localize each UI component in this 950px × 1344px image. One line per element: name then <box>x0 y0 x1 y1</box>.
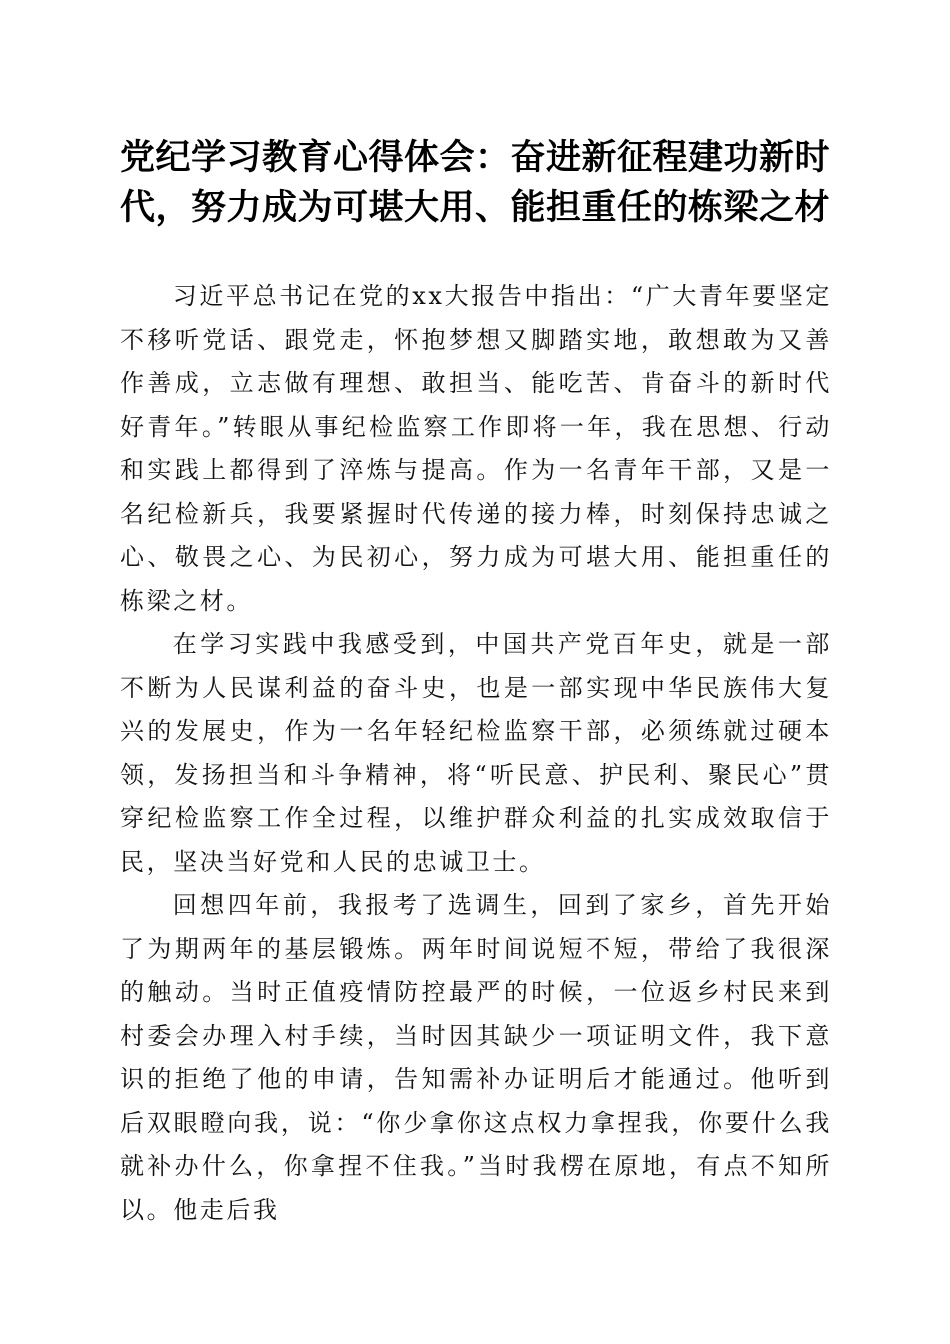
document-body <box>120 275 832 1232</box>
paragraph-1: 习近平总书记在党的xx大报告中指出：“广大青年要坚定不移听党话、跟党走，怀抱梦想又脚踏实地，敢想敢为又善作善成，立志做有理想、敢担当、能吃苦、肯奋斗的新时代好青年。”转眼从事纪检监察工作即将一年，我在思想、行动和实践上都得到了淬炼与提高。作为一名青年干部，又是一名纪检新兵，我要紧握时代传递的接力棒，时刻保持忠诚之心、敬畏之心、为民初心，努力成为可堪大用、能担重任的栋梁之材。 <box>120 282 832 615</box>
paragraph-2: 在学习实践中我感受到，中国共产党百年史，就是一部不断为人民谋利益的奋斗史，也是一部实现中华民族伟大复兴的发展史，作为一名年轻纪检监察干部，必须练就过硬本领，发扬担当和斗争精神，将“听民意、护民利、聚民心”贯穿纪检监察工作全过程，以维护群众利益的扎实成效取信于民，坚决当好党和人民的忠诚卫士。 <box>120 630 832 876</box>
paragraph-3: 回想四年前，我报考了选调生，回到了家乡，首先开始了为期两年的基层锻炼。两年时间说短不短，带给了我很深的触动。当时正值疫情防控最严的时候，一位返乡村民来到村委会办理入村手续，当时因其缺少一项证明文件，我下意识的拒绝了他的申请，告知需补办证明后才能通过。他听到后双眼瞪向我，说：“你少拿你这点权力拿捏我，你要什么我就补办什么，你拿捏不住我。”当时我楞在原地，有点不知所以。他走后我 <box>120 891 832 1224</box>
document-title: 党纪学习教育心得体会：奋进新征程建功新时代，努力成为可堪大用、能担重任的栋梁之材 <box>120 137 831 228</box>
